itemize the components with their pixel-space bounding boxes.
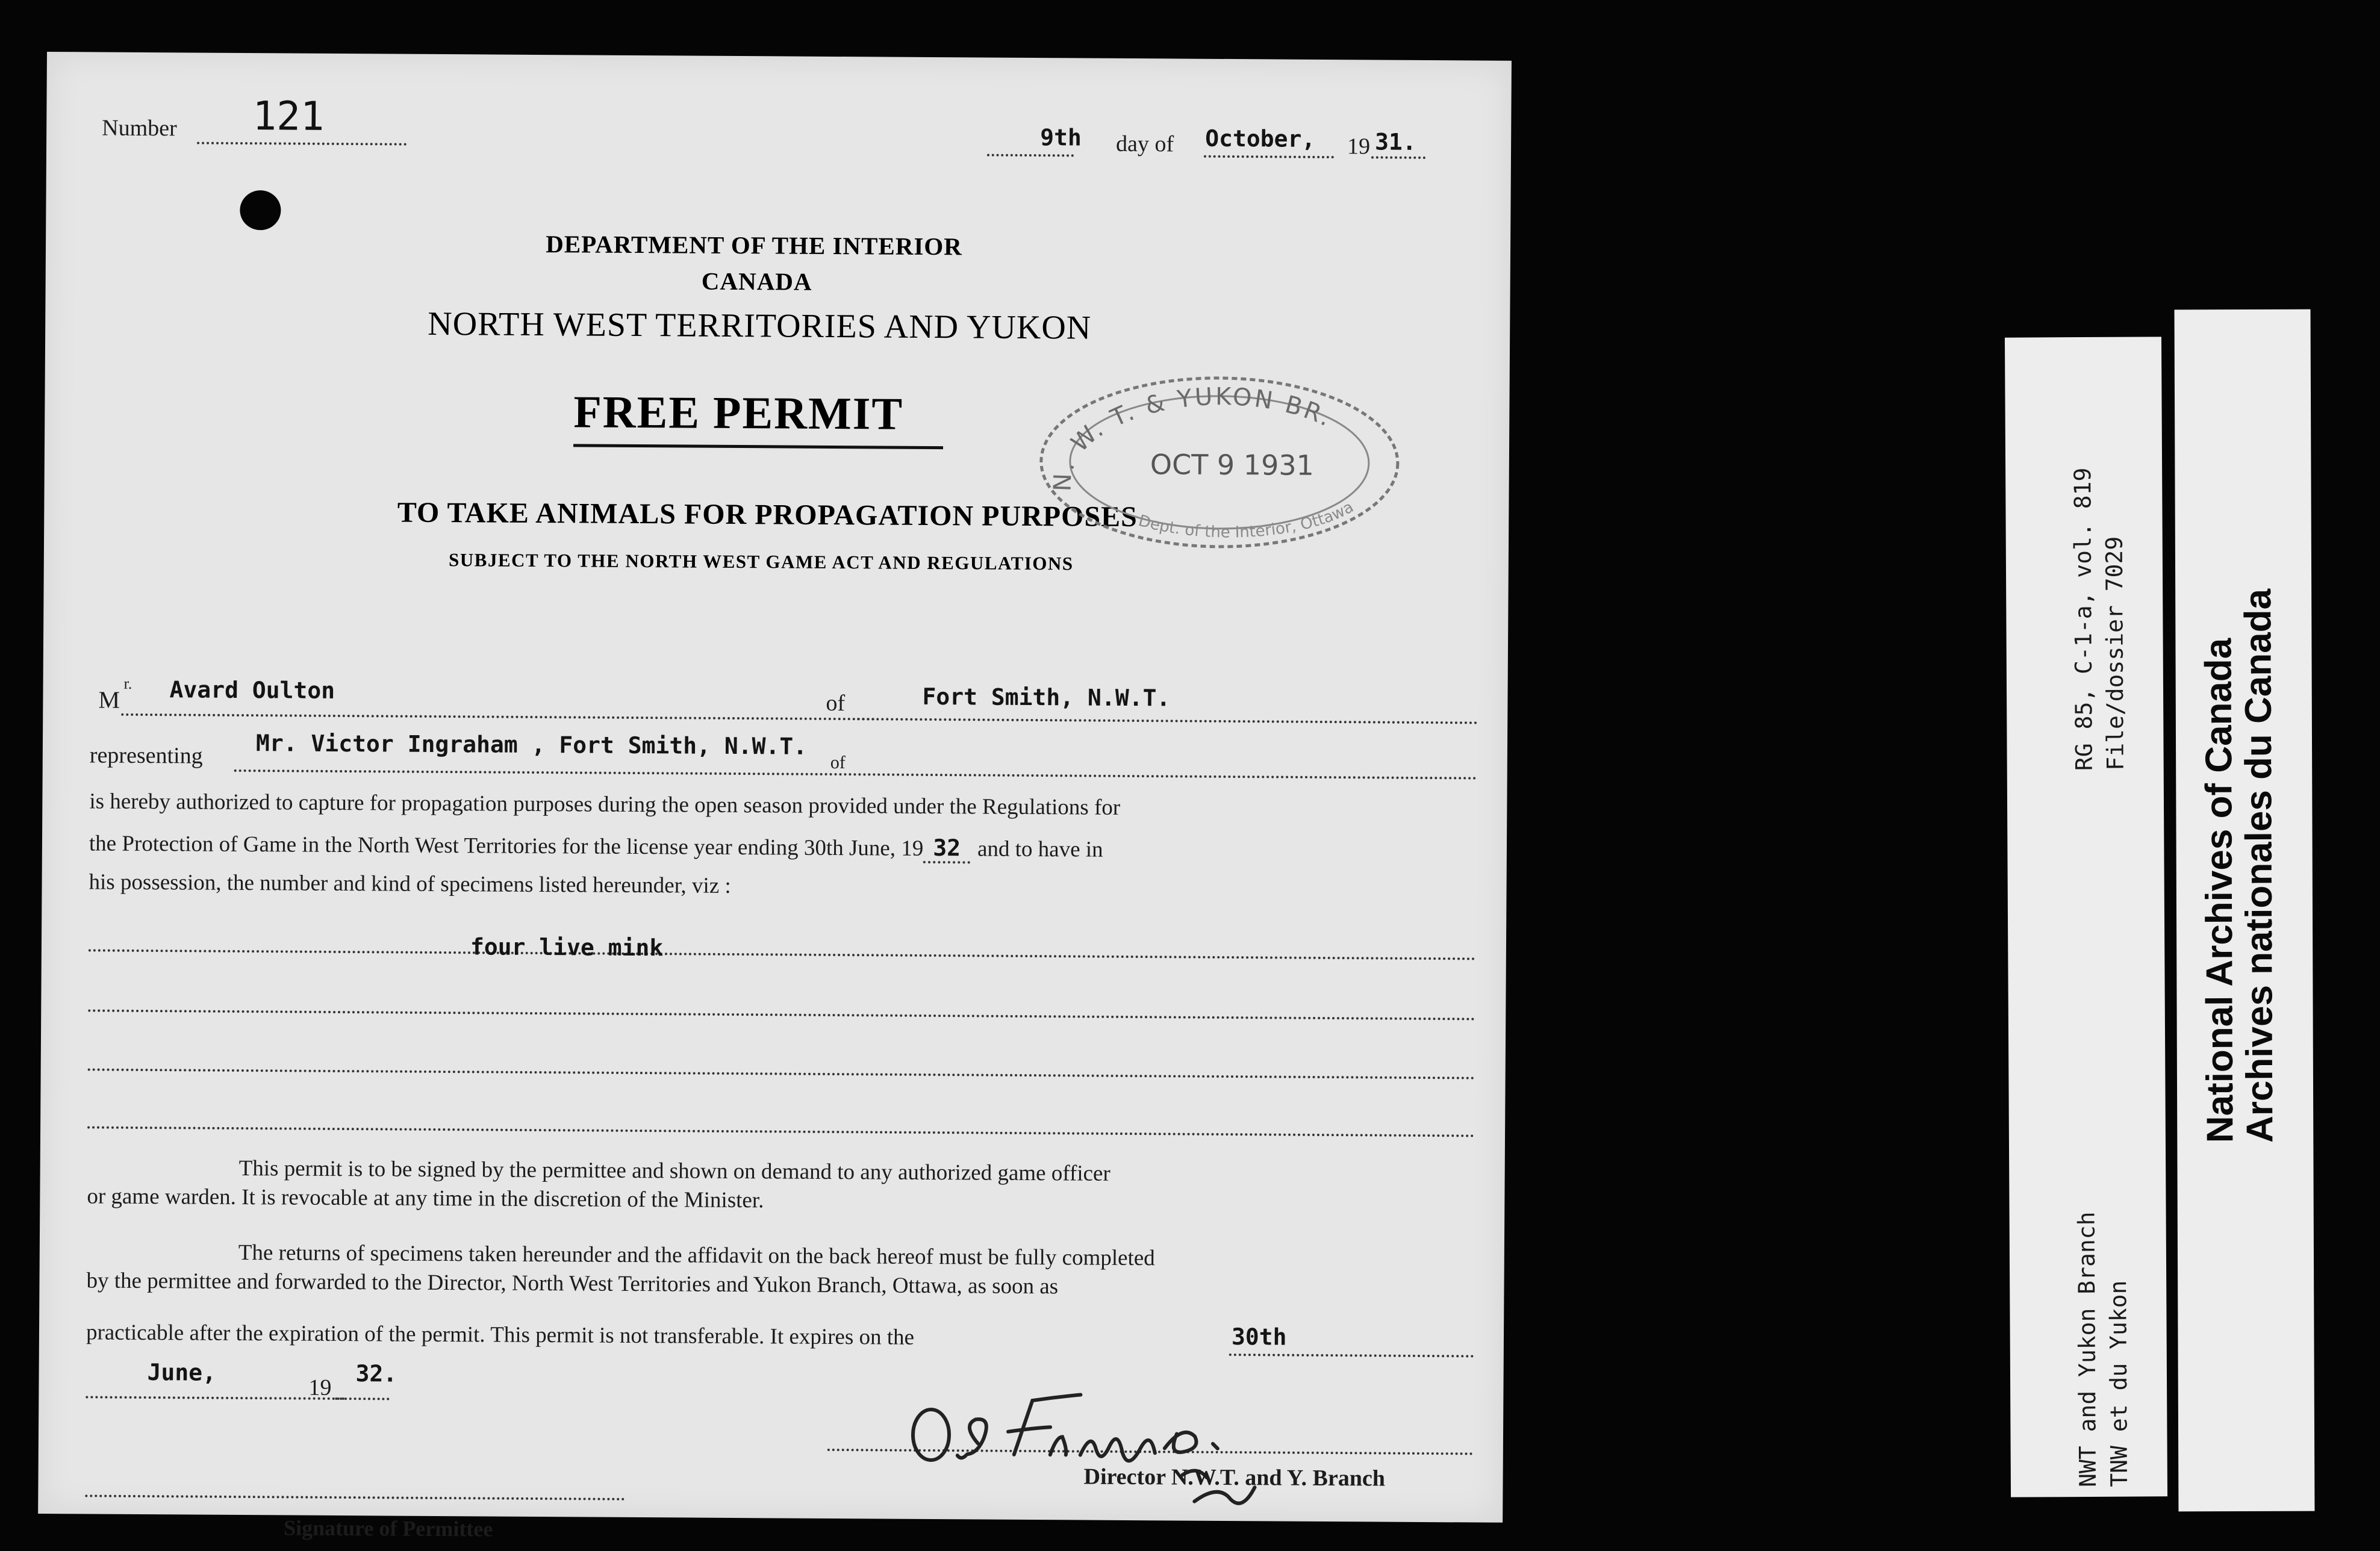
year-line xyxy=(1371,156,1425,159)
expiry-year-line xyxy=(335,1397,389,1400)
expiry-year-prefix: 19 xyxy=(308,1375,332,1400)
specimen-line-4 xyxy=(87,1126,1475,1137)
specimen-line-3 xyxy=(88,1068,1475,1079)
permit-month: October, xyxy=(1205,125,1316,152)
representing-label: representing xyxy=(89,742,203,769)
specimen-entry: four live mink xyxy=(470,933,664,962)
paragraph-2-line-2: by the permittee and forwarded to the Director, North West Territories and Yukon Branch, Ottawa, as soon as xyxy=(86,1268,1059,1299)
director-signature xyxy=(899,1388,1297,1523)
received-stamp xyxy=(1035,371,1404,554)
permit-year: 31. xyxy=(1374,128,1416,155)
expiry-year: 32. xyxy=(355,1360,397,1387)
permit-title: FREE PERMIT xyxy=(573,387,904,440)
paragraph-2-line-3: practicable after the expiration of the permit. This permit is not transferable. It expires on the xyxy=(86,1320,915,1350)
specimen-line-1 xyxy=(89,949,1476,960)
department-heading: DEPARTMENT OF THE INTERIOR xyxy=(546,230,963,261)
purpose-heading: TO TAKE ANIMALS FOR PROPAGATION PURPOSES xyxy=(397,496,1138,533)
number-label: Number xyxy=(102,115,177,141)
country-heading: CANADA xyxy=(701,267,812,296)
title-underline xyxy=(573,444,943,449)
expiry-month-line xyxy=(86,1396,344,1400)
of-label-small: of xyxy=(830,752,846,773)
archive-reference-strip xyxy=(2005,337,2167,1497)
paragraph-1-line-2: or game warden. It is revocable at any time in the discretion of the Minister. xyxy=(87,1184,764,1213)
authorization-line-3: his possession, the number and kind of specimens listed hereunder, viz : xyxy=(89,869,731,898)
permittee-signature-line xyxy=(85,1494,625,1500)
region-heading: NORTH WEST TERRITORIES AND YUKON xyxy=(428,305,1092,347)
authorization-line-2 xyxy=(89,825,1103,867)
stamp-top-text: N. W. T. & YUKON BR. xyxy=(1048,382,1338,492)
day-line xyxy=(987,154,1074,157)
archives-name-english: National Archives of Canada xyxy=(2198,638,2241,1143)
mr-prefix: M xyxy=(98,686,120,713)
expiry-day-line xyxy=(1229,1354,1474,1357)
month-line xyxy=(1204,155,1334,158)
name-line xyxy=(121,713,875,721)
punch-hole xyxy=(240,190,281,230)
day-of-label: day of xyxy=(1115,131,1174,157)
number-line xyxy=(197,142,407,146)
paragraph-1-line-1: This permit is to be signed by the permittee and shown on demand to any authorized game officer xyxy=(238,1155,1111,1186)
place-line xyxy=(857,718,1477,724)
mr-suffix: r. xyxy=(123,674,132,692)
authorization-line-1: is hereby authorized to capture for propagation purposes during the open season provided under the Regulations for xyxy=(89,789,1121,820)
director-label: Director N.W.T. and Y. Branch xyxy=(1083,1464,1386,1491)
subject-heading: SUBJECT TO THE NORTH WEST GAME ACT AND REGULATIONS xyxy=(449,549,1074,574)
license-year: 32 xyxy=(923,835,970,863)
archive-branch-line-2: TNW et du Yukon xyxy=(2105,1280,2132,1487)
permittee-place: Fort Smith, N.W.T. xyxy=(922,683,1171,712)
archive-ref-line-1: RG 85, C-1-a, vol. 819 xyxy=(2069,467,2098,771)
archive-branch-line-1: NWT and Yukon Branch xyxy=(2073,1211,2101,1488)
of-label: of xyxy=(826,690,846,716)
year-prefix: 19 xyxy=(1347,134,1371,160)
permit-document xyxy=(38,52,1512,1541)
archives-label-strip xyxy=(2175,309,2315,1512)
expiry-month: June, xyxy=(147,1359,217,1386)
signature-label: Signature of Permittee xyxy=(283,1515,493,1541)
stamp-date: OCT 9 1931 xyxy=(1150,448,1315,482)
authorization-text-2b: and to have in xyxy=(977,836,1103,862)
expiry-day: 30th xyxy=(1231,1323,1287,1351)
permittee-name: Avard Oulton xyxy=(169,676,335,704)
archives-name-french: Archives nationales du Canada xyxy=(2237,588,2281,1143)
svg-text:Dept. of the Interior, Ottawa xyxy=(1136,497,1357,542)
representing-line xyxy=(234,769,1477,780)
permit-day: 9th xyxy=(1040,124,1082,151)
stamp-bottom-text: Dept. of the Interior, Ottawa xyxy=(1136,498,1357,542)
paragraph-2-line-1: The returns of specimens taken hereunder and the affidavit on the back hereof must be fully completed xyxy=(238,1240,1155,1271)
authorization-text-2a: the Protection of Game in the North West Territories for the license year ending 30th June, 19 xyxy=(89,831,924,861)
archive-ref-line-2: File/dossier 7029 xyxy=(2101,536,2129,771)
specimen-line-2 xyxy=(88,1009,1475,1020)
representing-value: Mr. Victor Ingraham , Fort Smith, N.W.T. xyxy=(255,730,808,760)
permit-number: 121 xyxy=(252,93,325,140)
